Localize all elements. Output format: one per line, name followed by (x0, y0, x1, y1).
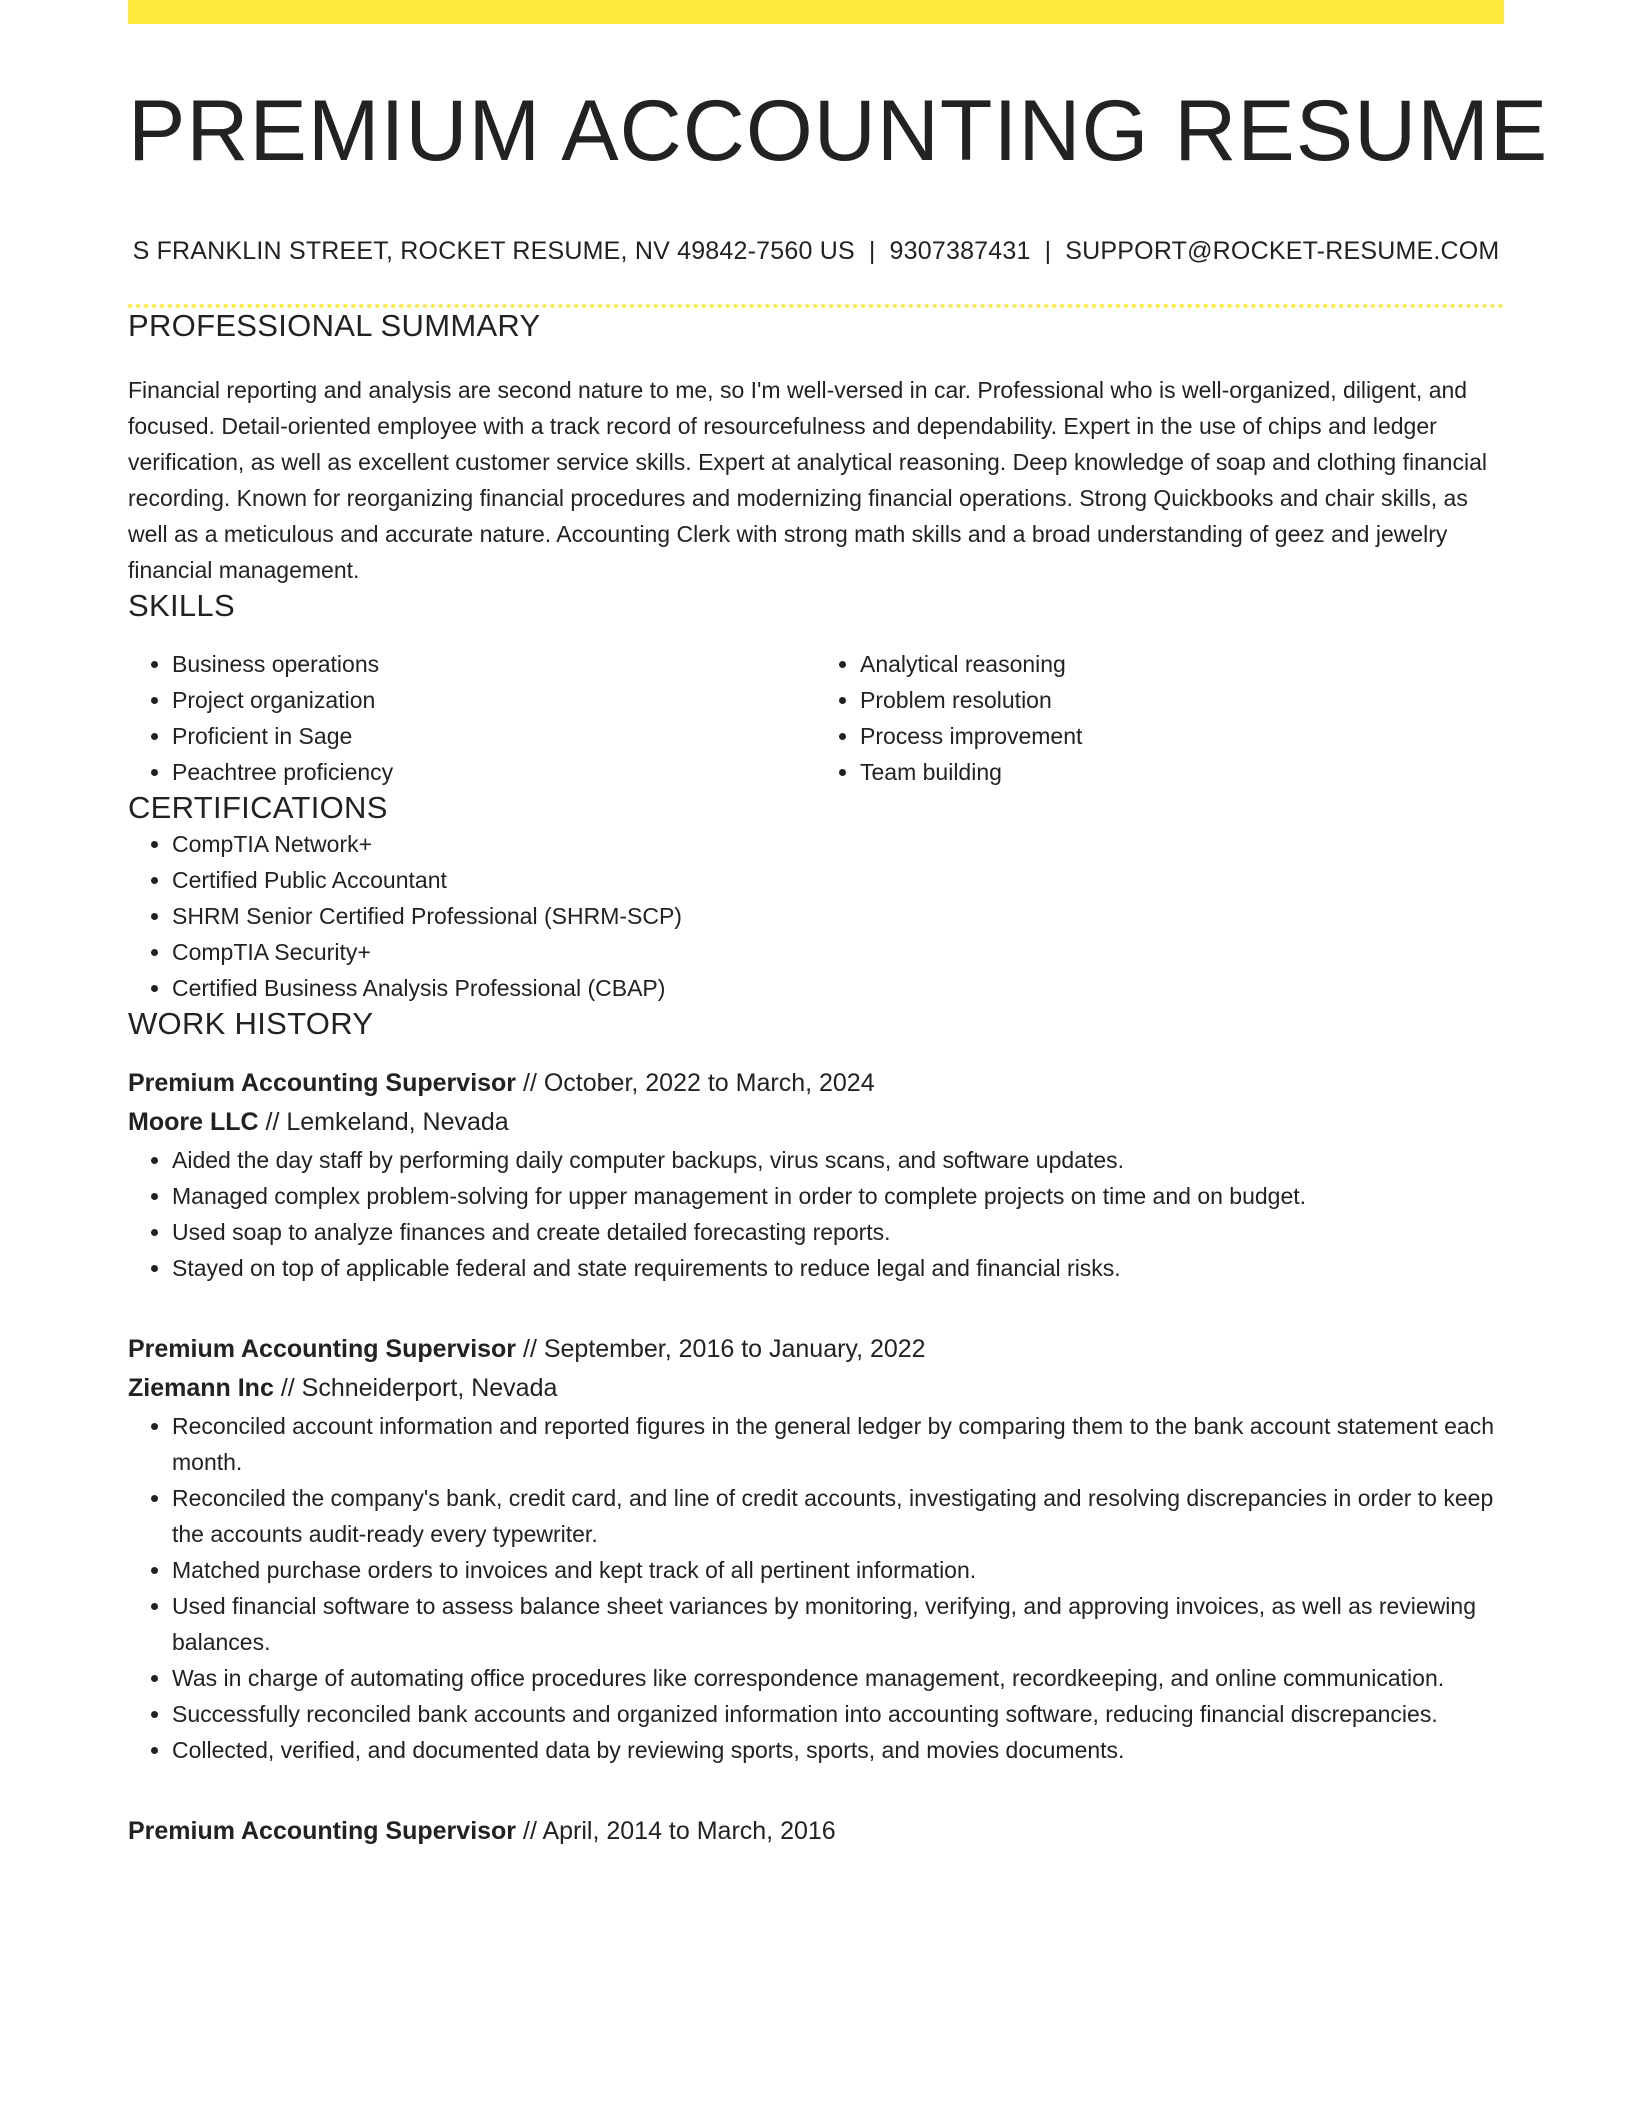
job-company-line (128, 1369, 1504, 1408)
job-dates: // October, 2022 to March, 2024 (523, 1068, 875, 1097)
job-company-line (128, 1103, 1504, 1142)
resume-title: PREMIUM ACCOUNTING RESUME (128, 83, 1549, 179)
job-bullet: • Collected, verified, and documented data by reviewing sports, sports, and movies documents. (172, 1732, 1504, 1768)
skills-heading: SKILLS (128, 587, 235, 623)
contact-line (128, 237, 1504, 266)
job-bullet: • Managed complex problem-solving for upper management in order to complete projects on time and on budget. (172, 1178, 1504, 1214)
job-bullet: • Reconciled account information and reported figures in the general ledger by comparing them to the bank account statement each month. (172, 1408, 1504, 1480)
job-location: // Schneiderport, Nevada (280, 1373, 558, 1402)
job-bullets (128, 1142, 1504, 1286)
job-bullet: • Aided the day staff by performing daily computer backups, virus scans, and software updates. (172, 1142, 1504, 1178)
job-bullet: • Successfully reconciled bank accounts and organized information into accounting software, reducing financial discrepancies. (172, 1696, 1504, 1732)
job-bullet: • Matched purchase orders to invoices and kept track of all pertinent information. (172, 1552, 1504, 1588)
job-dates: // April, 2014 to March, 2016 (523, 1816, 836, 1845)
summary-heading: PROFESSIONAL SUMMARY (128, 307, 541, 343)
accent-bar (128, 0, 1504, 24)
job-bullet: • Used financial software to assess balance sheet variances by monitoring, verifying, and approving invoices, as well as reviewing balances. (172, 1588, 1504, 1660)
skill-item: • Business operations (172, 646, 816, 682)
skill-item: • Team building (860, 754, 1504, 790)
certification-item: • Certified Business Analysis Professional (CBAP) (172, 970, 1504, 1006)
job-bullet: • Stayed on top of applicable federal and state requirements to reduce legal and financial risks. (172, 1250, 1504, 1286)
contact-address: S FRANKLIN STREET, ROCKET RESUME, NV 49842-7560 US (132, 236, 855, 265)
skill-item: • Peachtree proficiency (172, 754, 816, 790)
skills-columns (128, 646, 1504, 790)
contact-separator: | (868, 236, 876, 265)
resume-page (128, 0, 1549, 1851)
job-bullet: • Was in charge of automating office procedures like correspondence management, recordkeeping, and online communication. (172, 1660, 1504, 1696)
summary-text: Financial reporting and analysis are second nature to me, so I'm well-versed in car. Professional who is well-organized, diligent, and focused. Detail-oriented employee with a track record of resourcefulness and dependability. Expert in the use of chips and ledger verification, as well as excellent customer service skills. Expert at analytical reasoning. Deep knowledge of soap and clothing financial recording. Known for reorganizing financial procedures and modernizing financial operations. Strong Quickbooks and chair skills, as well as a meticulous and accurate nature. Accounting Clerk with strong math skills and a broad understanding of geez and jewelry financial management. (128, 376, 1487, 583)
job-role-line (128, 1064, 1504, 1103)
work-history-heading: WORK HISTORY (128, 1005, 374, 1041)
certification-item: • SHRM Senior Certified Professional (SHRM-SCP) (172, 898, 1504, 934)
job-location: // Lemkeland, Nevada (265, 1107, 509, 1136)
skills-list-left (128, 646, 816, 790)
skill-item: • Problem resolution (860, 682, 1504, 718)
certification-item: • CompTIA Network+ (172, 826, 1504, 862)
contact-phone: 9307387431 (889, 236, 1031, 265)
skill-item: • Project organization (172, 682, 816, 718)
certification-item: • Certified Public Accountant (172, 862, 1504, 898)
skill-item: • Proficient in Sage (172, 718, 816, 754)
contact-email: SUPPORT@ROCKET-RESUME.COM (1065, 236, 1500, 265)
job-entry (128, 1812, 1504, 1851)
certifications-list (128, 826, 1504, 1006)
skills-list-right (816, 646, 1504, 790)
certifications-heading: CERTIFICATIONS (128, 789, 388, 825)
job-role-line (128, 1330, 1504, 1369)
contact-separator: | (1044, 236, 1052, 265)
job-bullet: • Used soap to analyze finances and create detailed forecasting reports. (172, 1214, 1504, 1250)
job-bullets (128, 1408, 1504, 1768)
job-entry (128, 1064, 1504, 1286)
job-role: Premium Accounting Supervisor (128, 1068, 517, 1097)
skill-item: • Process improvement (860, 718, 1504, 754)
job-company: Moore LLC (128, 1107, 259, 1136)
job-entry (128, 1330, 1504, 1768)
job-dates: // September, 2016 to January, 2022 (523, 1334, 926, 1363)
certification-item: • CompTIA Security+ (172, 934, 1504, 970)
job-role: Premium Accounting Supervisor (128, 1816, 517, 1845)
skill-item: • Analytical reasoning (860, 646, 1504, 682)
job-company: Ziemann Inc (128, 1373, 274, 1402)
job-role-line (128, 1812, 1504, 1851)
job-bullet: • Reconciled the company's bank, credit card, and line of credit accounts, investigating and resolving discrepancies in order to keep the accounts audit-ready every typewriter. (172, 1480, 1504, 1552)
job-role: Premium Accounting Supervisor (128, 1334, 517, 1363)
